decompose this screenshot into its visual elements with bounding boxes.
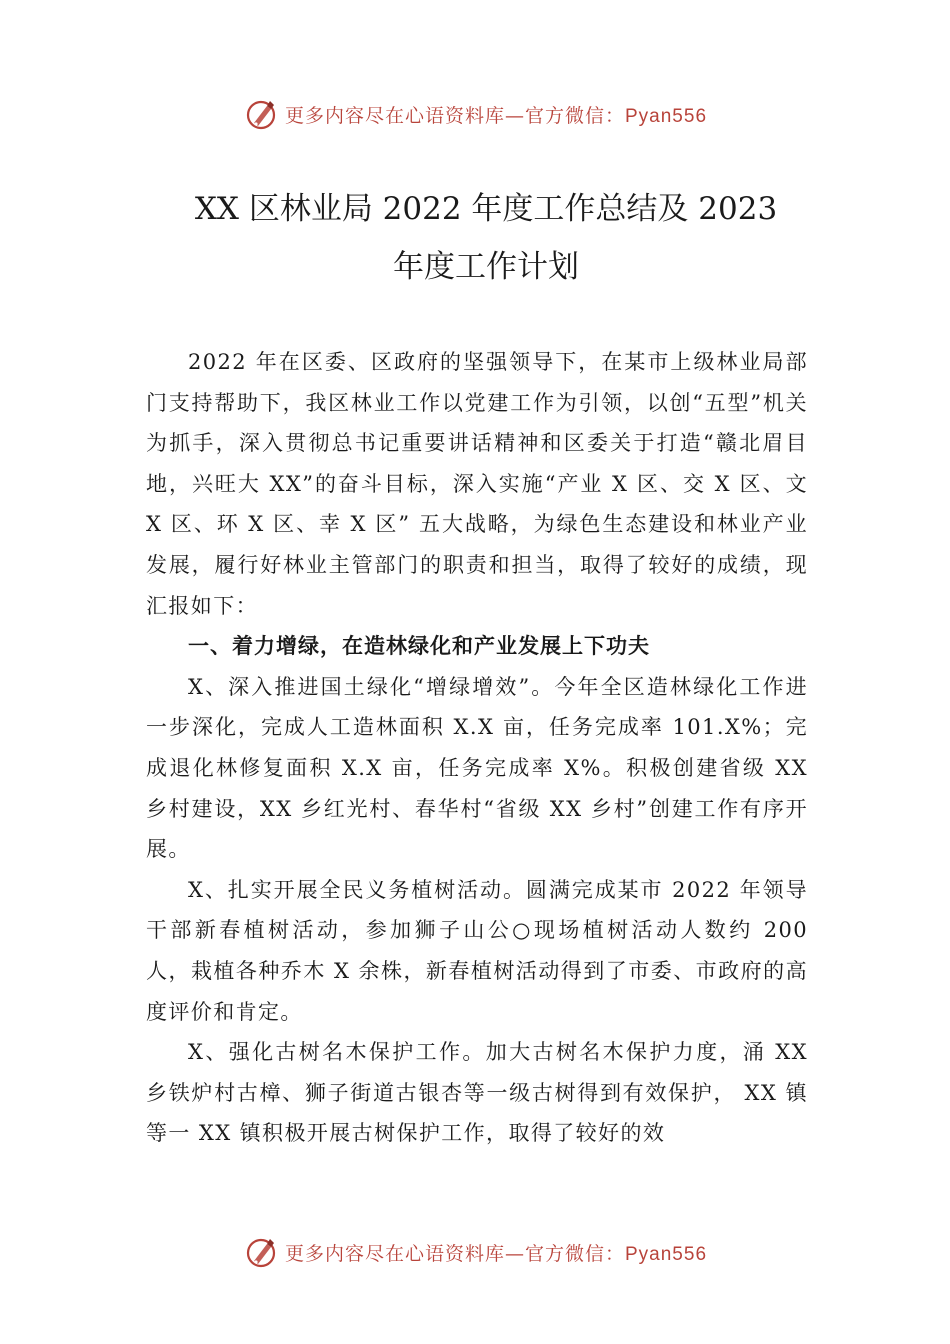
watermark-wechat-label: 官方微信： (524, 1242, 625, 1265)
watermark-main: 更多内容尽在心语资料库 (284, 1242, 505, 1265)
item-1-paragraph: X、深入推进国土绿化“增绿增效”。今年全区造林绿化工作进一步深化，完成人工造林面积 X.X 亩，任务完成率 101.X%；完成退化林修复面积 X.X 亩，任务完成率 X%。积极创建省级 XX 乡村建设，XX 乡红光村、春华村“省级 XX 乡村”创建工作有序开展。 (146, 674, 808, 862)
section-1-heading: 一、着力增绿，在造林绿化和产业发展上下功夫 (188, 634, 650, 659)
watermark-wechat-id: Pyan556 (625, 105, 708, 127)
watermark-wechat-label: 官方微信： (524, 104, 625, 127)
pen-logo-icon (243, 1234, 279, 1270)
watermark-main: 更多内容尽在心语资料库 (284, 104, 505, 127)
watermark-dash: — (504, 104, 525, 127)
watermark-text (285, 101, 707, 128)
watermark-dash: — (504, 1242, 525, 1265)
title-line-2: 年度工作计划 (393, 249, 579, 285)
item-2-paragraph: X、扎实开展全民义务植树活动。圆满完成某市 2022 年领导干部新春植树活动，参加狮子山公○现场植树活动人数约 200 人，栽植各种乔木 X 余株，新春植树活动得到了市委、市政府的高度评价和肯定。 (146, 877, 808, 1024)
document-body (146, 342, 808, 1154)
title-line-1: XX 区林业局 2022 年度工作总结及 2023 (194, 191, 778, 227)
watermark-banner-bottom (0, 1232, 950, 1272)
document-title (146, 180, 826, 296)
watermark-wechat-id: Pyan556 (625, 1243, 708, 1265)
pen-logo-icon (243, 96, 279, 132)
watermark-banner-top (0, 94, 950, 134)
item-3-paragraph: X、强化古树名木保护工作。加大古树名木保护力度，涌 XX 乡铁炉村古樟、狮子街道古银杏等一级古树得到有效保护， XX 镇等一 XX 镇积极开展古树保护工作，取得了较好的效 (146, 1040, 808, 1146)
watermark-text (285, 1239, 707, 1266)
intro-paragraph: 2022 年在区委、区政府的坚强领导下，在某市上级林业局部门支持帮助下，我区林业工作以党建工作为引领，以创“五型”机关为抓手，深入贯彻总书记重要讲话精神和区委关于打造“赣北眉目地，兴旺大 XX”的奋斗目标，深入实施“产业 X 区、交 X 区、文 X 区、环 X 区、幸 X 区” 五大战略，为绿色生态建设和林业产业发展，履行好林业主管部门的职责和担当，取得了较好的成绩，现汇报如下： (146, 350, 808, 618)
